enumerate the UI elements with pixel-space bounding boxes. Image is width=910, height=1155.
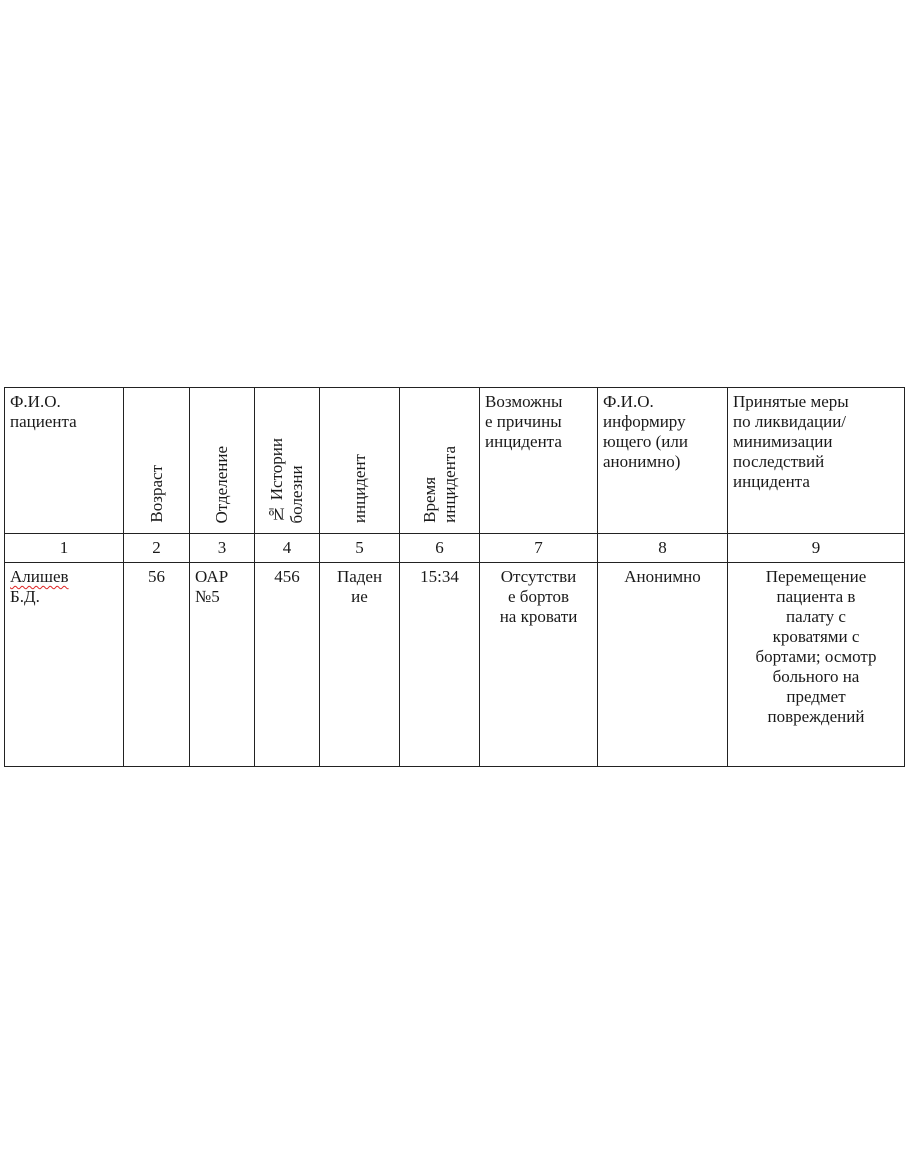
header-incident-label: инцидент bbox=[349, 453, 369, 523]
cell-informant: Анонимно bbox=[598, 563, 728, 767]
column-number: 1 bbox=[5, 534, 124, 563]
column-number: 2 bbox=[124, 534, 190, 563]
cell-incident-time: 15:34 bbox=[400, 563, 480, 767]
cell-incident: Паден ие bbox=[320, 563, 400, 767]
incident-report-table bbox=[4, 387, 905, 767]
cell-age: 56 bbox=[124, 563, 190, 767]
column-number: 5 bbox=[320, 534, 400, 563]
header-department bbox=[190, 388, 255, 534]
header-incident-time-label: Время инцидента bbox=[419, 446, 459, 523]
column-number-row bbox=[5, 534, 905, 563]
column-number: 4 bbox=[255, 534, 320, 563]
cell-possible-causes: Отсутстви е бортов на кровати bbox=[480, 563, 598, 767]
header-measures: Принятые меры по ликвидации/ минимизации последствий инцидента bbox=[728, 388, 905, 534]
cell-department: ОАР №5 bbox=[190, 563, 255, 767]
patient-surname: Алишев bbox=[10, 567, 69, 586]
table-row bbox=[5, 563, 905, 767]
header-department-label: Отделение bbox=[212, 445, 231, 523]
header-age-label: Возраст bbox=[146, 465, 166, 523]
header-age bbox=[124, 388, 190, 534]
patient-initials: Б.Д. bbox=[10, 587, 40, 606]
header-history-number-label: № Истории болезни bbox=[267, 437, 306, 523]
header-history-number bbox=[255, 388, 320, 534]
cell-history-number: 456 bbox=[255, 563, 320, 767]
column-number: 7 bbox=[480, 534, 598, 563]
header-incident bbox=[320, 388, 400, 534]
cell-patient-name bbox=[5, 563, 124, 767]
cell-measures: Перемещение пациента в палату с кроватями с бортами; осмотр больного на предмет повреждений bbox=[728, 563, 905, 767]
header-patient-name: Ф.И.О. пациента bbox=[5, 388, 124, 534]
header-possible-causes: Возможны е причины инцидента bbox=[480, 388, 598, 534]
column-number: 9 bbox=[728, 534, 905, 563]
column-number: 6 bbox=[400, 534, 480, 563]
column-number: 8 bbox=[598, 534, 728, 563]
header-informant: Ф.И.О. информиру ющего (или анонимно) bbox=[598, 388, 728, 534]
header-row bbox=[5, 388, 905, 534]
column-number: 3 bbox=[190, 534, 255, 563]
header-incident-time bbox=[400, 388, 480, 534]
